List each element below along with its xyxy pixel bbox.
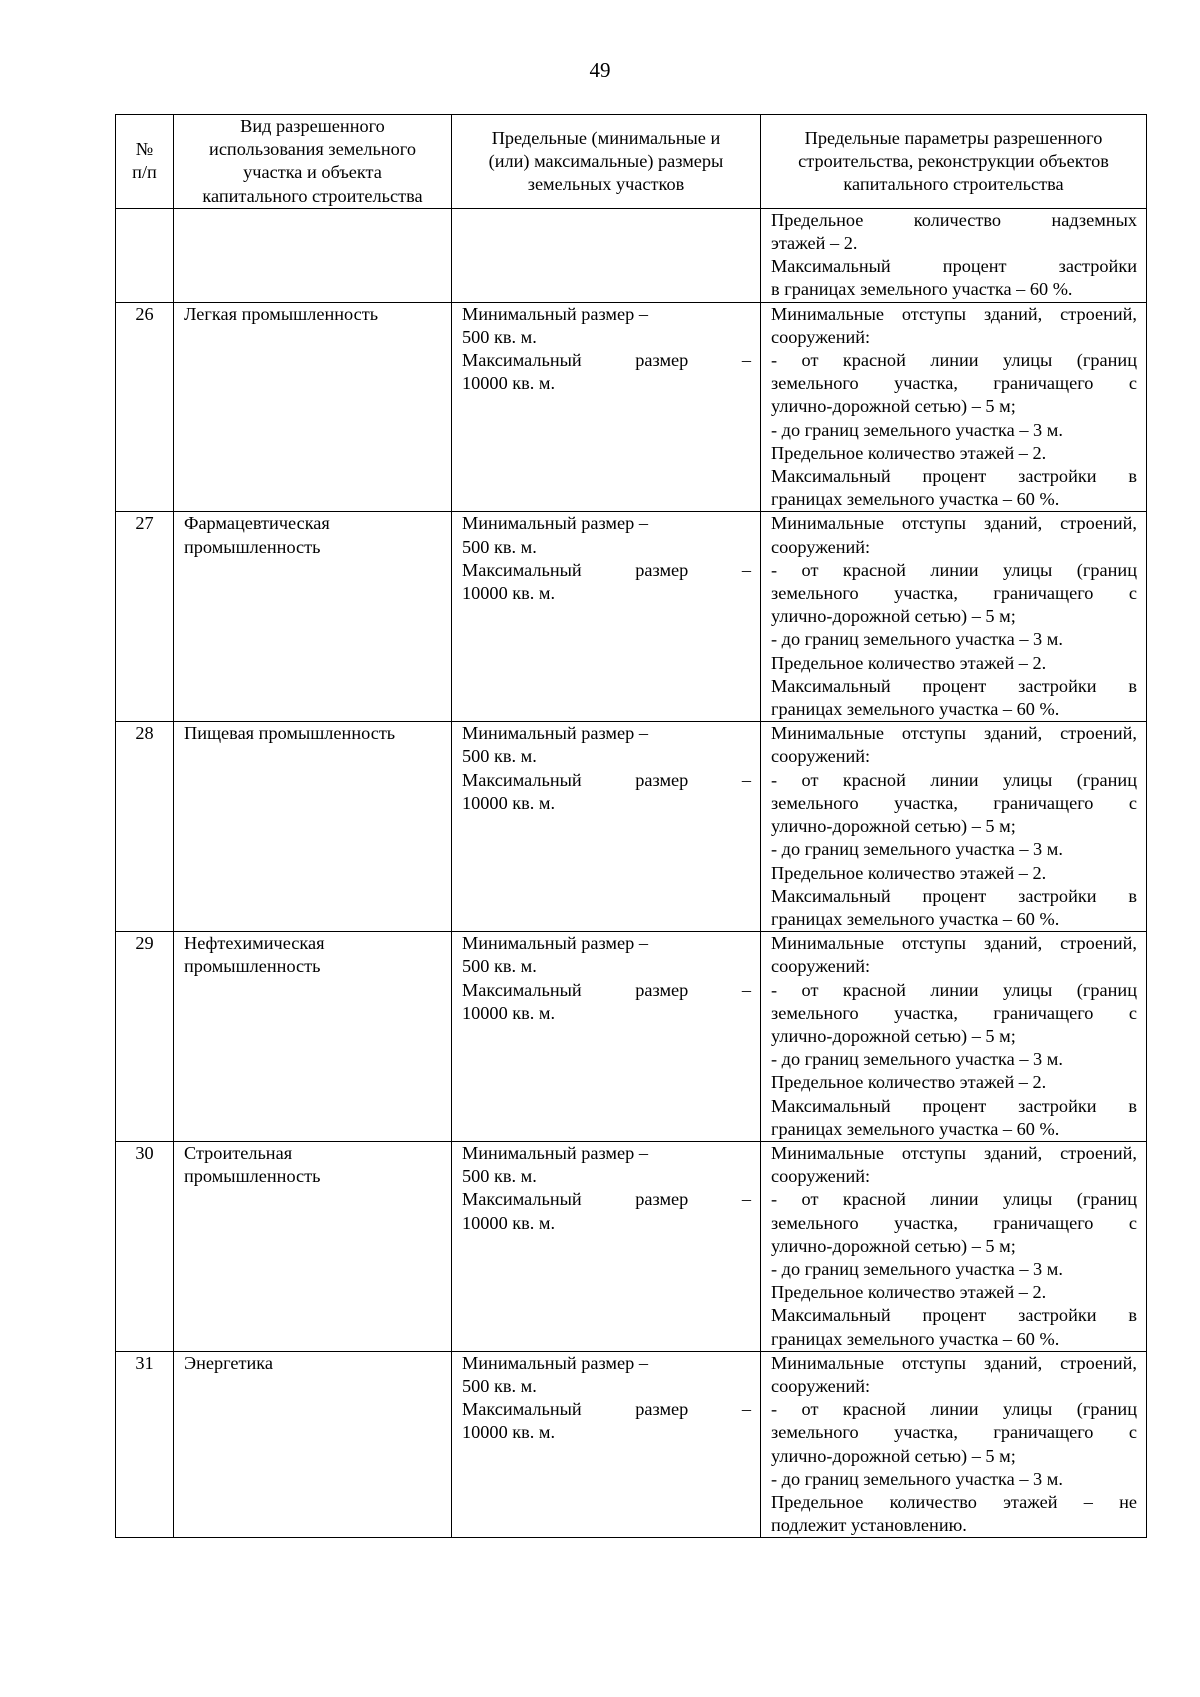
text-line: улично-дорожной сетью) – 5 м;: [771, 816, 1016, 837]
text-line: - до границ земельного участка – 3 м.: [771, 419, 1063, 440]
text-line: Предельные (минимальные и: [491, 127, 721, 148]
num-cell: 30: [116, 1141, 174, 1351]
text-line: земельных участков: [527, 174, 685, 194]
continuation-row: [116, 208, 1147, 302]
text-line: улично-дорожной сетью) – 5 м;: [771, 1025, 1016, 1046]
text-line: сооружений:: [771, 1166, 871, 1187]
regulations-table: [115, 114, 1147, 1538]
text-line: промышленность: [184, 956, 321, 977]
text-line: Предельное количество этажей – не: [771, 1491, 1137, 1512]
plot-size-cell: [452, 208, 761, 302]
text-line: Максимальный процент застройки в: [771, 466, 1137, 487]
text-line: Предельные параметры разрешенного: [804, 127, 1103, 148]
text-line: капитального строительства: [843, 174, 1064, 194]
text-line: сооружений:: [771, 956, 871, 977]
text-line: Максимальный размер –: [462, 350, 751, 371]
num-cell: 27: [116, 512, 174, 722]
params-cell: [761, 1351, 1147, 1538]
use-type-cell: [174, 722, 452, 932]
text-line: Минимальный размер –: [462, 303, 648, 324]
text-line: - от красной линии улицы (границ: [771, 769, 1137, 790]
text-line: Максимальный процент застройки в: [771, 675, 1137, 696]
text-line: границах земельного участка – 60 %.: [771, 1118, 1060, 1139]
use-type-cell: [174, 208, 452, 302]
text-line: - от красной линии улицы (границ: [771, 350, 1137, 371]
text-line: 10000 кв. м.: [462, 1002, 556, 1023]
text-line: Максимальный процент застройки в: [771, 1095, 1137, 1116]
plot-size-cell: [452, 1141, 761, 1351]
plot-size-cell: [452, 932, 761, 1142]
text-line: Вид разрешенного: [240, 116, 385, 136]
text-line: сооружений:: [771, 746, 871, 767]
text-line: 500 кв. м.: [462, 1166, 537, 1187]
text-line: Предельное количество этажей – 2.: [771, 1072, 1047, 1093]
text-line: 500 кв. м.: [462, 536, 537, 557]
table-row: [116, 1141, 1147, 1351]
text-line: этажей – 2.: [771, 233, 858, 254]
text-line: 10000 кв. м.: [462, 583, 556, 604]
text-line: Минимальные отступы зданий, строений,: [771, 513, 1137, 534]
text-line: Минимальный размер –: [462, 1352, 648, 1373]
text-line: Легкая промышленность: [184, 303, 379, 324]
header-cell: [174, 115, 452, 209]
table-header-row: [116, 115, 1147, 209]
plot-size-cell: [452, 512, 761, 722]
text-line: Минимальный размер –: [462, 933, 648, 954]
text-line: Минимальные отступы зданий, строений,: [771, 303, 1137, 324]
text-line: сооружений:: [771, 1375, 871, 1396]
text-line: - от красной линии улицы (границ: [771, 979, 1137, 1000]
text-line: Фармацевтическая: [184, 513, 330, 534]
text-line: строительства, реконструкции объектов: [798, 150, 1109, 171]
text-line: Максимальный размер –: [462, 1399, 751, 1420]
text-line: улично-дорожной сетью) – 5 м;: [771, 606, 1016, 627]
header-cell: [116, 115, 174, 209]
num-cell: 28: [116, 722, 174, 932]
params-cell: [761, 512, 1147, 722]
text-line: - до границ земельного участка – 3 м.: [771, 839, 1063, 860]
params-cell: [761, 1141, 1147, 1351]
text-line: сооружений:: [771, 536, 871, 557]
text-line: промышленность: [184, 1166, 321, 1187]
table-row: [116, 302, 1147, 512]
text-line: Минимальный размер –: [462, 723, 648, 744]
num-cell: 29: [116, 932, 174, 1142]
params-cell: [761, 302, 1147, 512]
use-type-cell: [174, 302, 452, 512]
params-cell: [761, 208, 1147, 302]
text-line: Минимальные отступы зданий, строений,: [771, 1142, 1137, 1163]
text-line: границах земельного участка – 60 %.: [771, 699, 1060, 720]
text-line: п/п: [132, 162, 157, 183]
table-row: [116, 932, 1147, 1142]
header-cell: [761, 115, 1147, 209]
plot-size-cell: [452, 302, 761, 512]
table-row: [116, 722, 1147, 932]
text-line: 10000 кв. м.: [462, 792, 556, 813]
text-line: сооружений:: [771, 326, 871, 347]
text-line: улично-дорожной сетью) – 5 м;: [771, 1445, 1016, 1466]
header-cell: [452, 115, 761, 209]
text-line: - до границ земельного участка – 3 м.: [771, 1258, 1063, 1279]
text-line: 10000 кв. м.: [462, 1422, 556, 1443]
num-cell: [116, 208, 174, 302]
text-line: Предельное количество этажей – 2.: [771, 862, 1047, 883]
text-line: - до границ земельного участка – 3 м.: [771, 1049, 1063, 1070]
text-line: 500 кв. м.: [462, 1375, 537, 1396]
text-line: Нефтехимическая: [184, 933, 325, 954]
text-line: Энергетика: [184, 1352, 273, 1373]
text-line: подлежит установлению.: [771, 1515, 967, 1536]
text-line: - от красной линии улицы (границ: [771, 1399, 1137, 1420]
text-line: Максимальный процент застройки: [771, 256, 1137, 277]
text-line: №: [135, 139, 154, 160]
text-line: земельного участка, граничащего с: [771, 792, 1137, 813]
use-type-cell: [174, 1141, 452, 1351]
text-line: Пищевая промышленность: [184, 723, 396, 744]
text-line: улично-дорожной сетью) – 5 м;: [771, 396, 1016, 417]
text-line: 500 кв. м.: [462, 746, 537, 767]
text-line: 500 кв. м.: [462, 326, 537, 347]
text-line: Минимальные отступы зданий, строений,: [771, 1352, 1137, 1373]
text-line: в границах земельного участка – 60 %.: [771, 279, 1073, 300]
text-line: 10000 кв. м.: [462, 373, 556, 394]
num-cell: 26: [116, 302, 174, 512]
text-line: 500 кв. м.: [462, 956, 537, 977]
text-line: Минимальные отступы зданий, строений,: [771, 723, 1137, 744]
text-line: Максимальный размер –: [462, 979, 751, 1000]
table-row: [116, 512, 1147, 722]
params-cell: [761, 932, 1147, 1142]
text-line: земельного участка, граничащего с: [771, 583, 1137, 604]
text-line: - от красной линии улицы (границ: [771, 1189, 1137, 1210]
text-line: (или) максимальные) размеры: [488, 150, 724, 171]
text-line: Предельное количество этажей – 2.: [771, 1282, 1047, 1303]
text-line: Строительная: [184, 1142, 293, 1163]
text-line: 10000 кв. м.: [462, 1212, 556, 1233]
text-line: границах земельного участка – 60 %.: [771, 1328, 1060, 1349]
use-type-cell: [174, 932, 452, 1142]
text-line: Минимальный размер –: [462, 1142, 648, 1163]
text-line: Предельное количество этажей – 2.: [771, 652, 1047, 673]
params-cell: [761, 722, 1147, 932]
num-cell: 31: [116, 1351, 174, 1538]
text-line: Максимальный процент застройки в: [771, 1305, 1137, 1326]
text-line: земельного участка, граничащего с: [771, 373, 1137, 394]
text-line: участка и объекта: [243, 162, 382, 183]
text-line: Минимальные отступы зданий, строений,: [771, 933, 1137, 954]
text-line: капитального строительства: [202, 185, 423, 206]
text-line: - до границ земельного участка – 3 м.: [771, 1468, 1063, 1489]
text-line: земельного участка, граничащего с: [771, 1422, 1137, 1443]
text-line: границах земельного участка – 60 %.: [771, 489, 1060, 510]
text-line: Предельное количество надземных: [771, 209, 1137, 230]
use-type-cell: [174, 1351, 452, 1538]
text-line: - до границ земельного участка – 3 м.: [771, 629, 1063, 650]
text-line: улично-дорожной сетью) – 5 м;: [771, 1235, 1016, 1256]
text-line: границах земельного участка – 60 %.: [771, 908, 1060, 929]
plot-size-cell: [452, 1351, 761, 1538]
text-line: Предельное количество этажей – 2.: [771, 442, 1047, 463]
text-line: Максимальный размер –: [462, 1189, 751, 1210]
use-type-cell: [174, 512, 452, 722]
page-number: 49: [589, 58, 611, 82]
table-row: [116, 1351, 1147, 1538]
text-line: использования земельного: [209, 139, 416, 160]
text-line: земельного участка, граничащего с: [771, 1212, 1137, 1233]
text-line: Минимальный размер –: [462, 513, 648, 534]
text-line: промышленность: [184, 536, 321, 557]
text-line: - от красной линии улицы (границ: [771, 559, 1137, 580]
plot-size-cell: [452, 722, 761, 932]
text-line: Максимальный процент застройки в: [771, 885, 1137, 906]
text-line: Максимальный размер –: [462, 559, 751, 580]
text-line: Максимальный размер –: [462, 769, 751, 790]
text-line: земельного участка, граничащего с: [771, 1002, 1137, 1023]
